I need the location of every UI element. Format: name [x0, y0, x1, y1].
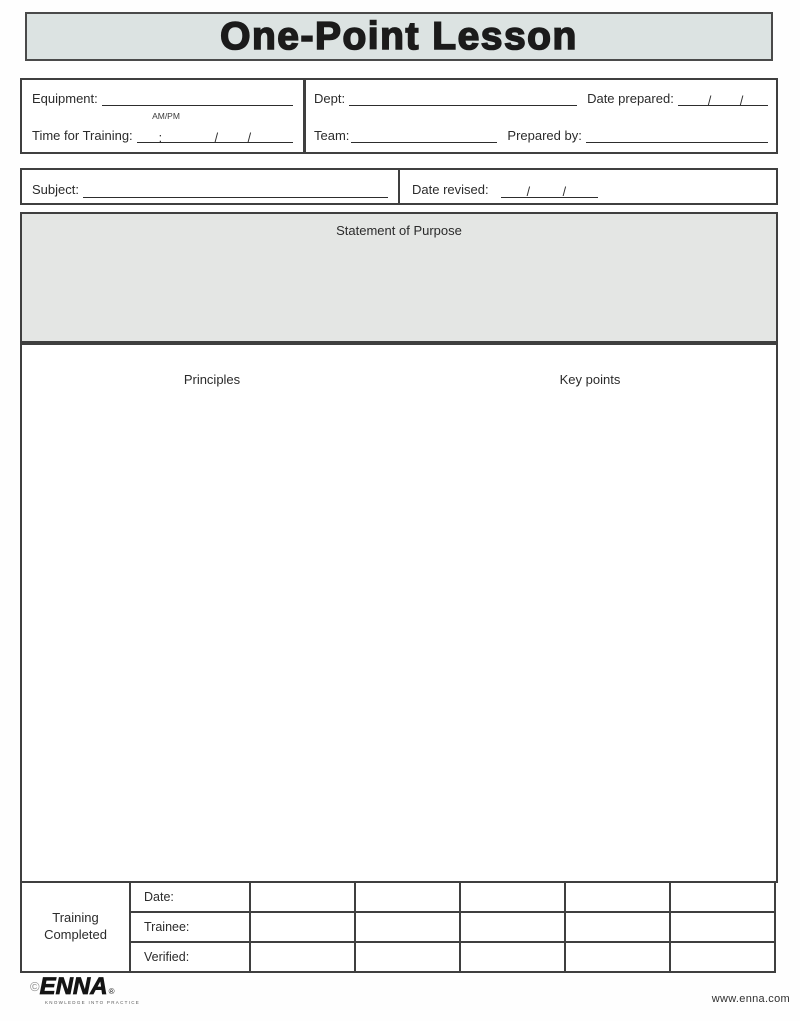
team-line [351, 127, 497, 143]
time-for-training-line [137, 127, 293, 143]
date-cell [460, 882, 565, 912]
subject-label: Subject: [32, 182, 79, 197]
dept-line [349, 90, 577, 106]
table-row-trainee [21, 912, 775, 942]
statement-of-purpose-box [20, 212, 778, 343]
date-revised-cell [400, 170, 776, 203]
subject-row [20, 168, 778, 205]
date-cell [670, 882, 775, 912]
lesson-content-box [20, 343, 778, 883]
registered-trademark-icon: ® [108, 987, 115, 996]
slash-mark: / [739, 93, 744, 108]
trainee-row-label: Trainee: [130, 912, 250, 942]
copyright-icon: © [30, 979, 40, 994]
verified-cell [460, 942, 565, 972]
team-label: Team: [314, 128, 350, 143]
prepared-by-label: Prepared by: [507, 128, 582, 143]
date-prepared-label: Date prepared: [587, 91, 674, 106]
subject-line [83, 182, 388, 198]
verified-cell [250, 942, 355, 972]
statement-of-purpose-label: Statement of Purpose [336, 223, 462, 238]
date-prepared-line [678, 90, 768, 106]
date-revised-label: Date revised: [412, 182, 489, 197]
date-row-label: Date: [130, 882, 250, 912]
trainee-cell [355, 912, 460, 942]
trainee-cell [565, 912, 670, 942]
table-row-date [21, 882, 775, 912]
dept-label: Dept: [314, 91, 346, 106]
dept-row [314, 90, 768, 106]
date-cell [565, 882, 670, 912]
trainee-cell [670, 912, 775, 942]
verified-row-label: Verified: [130, 942, 250, 972]
trainee-cell [250, 912, 355, 942]
slash-mark: / [526, 185, 531, 199]
date-revised-line [501, 182, 598, 198]
trainee-cell [460, 912, 565, 942]
enna-brand-text: ENNA [39, 973, 108, 1000]
dept-team-section [306, 80, 776, 152]
prepared-by-line [586, 127, 768, 143]
slash-mark: / [562, 185, 567, 199]
date-cell [250, 882, 355, 912]
slash-mark: / [707, 93, 712, 108]
table-row-verified [21, 942, 775, 972]
verified-cell [565, 942, 670, 972]
date-cell [355, 882, 460, 912]
enna-logo [30, 975, 140, 1005]
enna-tagline: KNOWLEDGE INTO PRACTICE [45, 1000, 141, 1005]
subject-cell [22, 170, 400, 203]
slash-mark: / [214, 130, 219, 145]
verified-cell [670, 942, 775, 972]
enna-logo-row [30, 975, 140, 999]
team-row [314, 127, 768, 143]
equipment-line [102, 90, 293, 106]
time-for-training-row [32, 127, 293, 143]
info-box [20, 78, 778, 154]
key-points-label: Key points [559, 372, 621, 387]
equipment-label: Equipment: [32, 91, 98, 106]
principles-label: Principles [183, 372, 241, 387]
colon-mark: : [158, 130, 163, 145]
page-title: One-Point Lesson [220, 14, 578, 58]
training-completed-header: Training Completed [21, 882, 130, 972]
verified-cell [355, 942, 460, 972]
time-for-training-label: Time for Training: [32, 128, 133, 143]
form-title-bar [25, 12, 773, 61]
website-url: www.enna.com [711, 993, 790, 1005]
training-completed-table [20, 881, 776, 973]
slash-mark: / [247, 130, 252, 145]
equipment-time-section [22, 80, 306, 152]
equipment-row [32, 90, 293, 106]
ampm-note: AM/PM [152, 111, 180, 121]
